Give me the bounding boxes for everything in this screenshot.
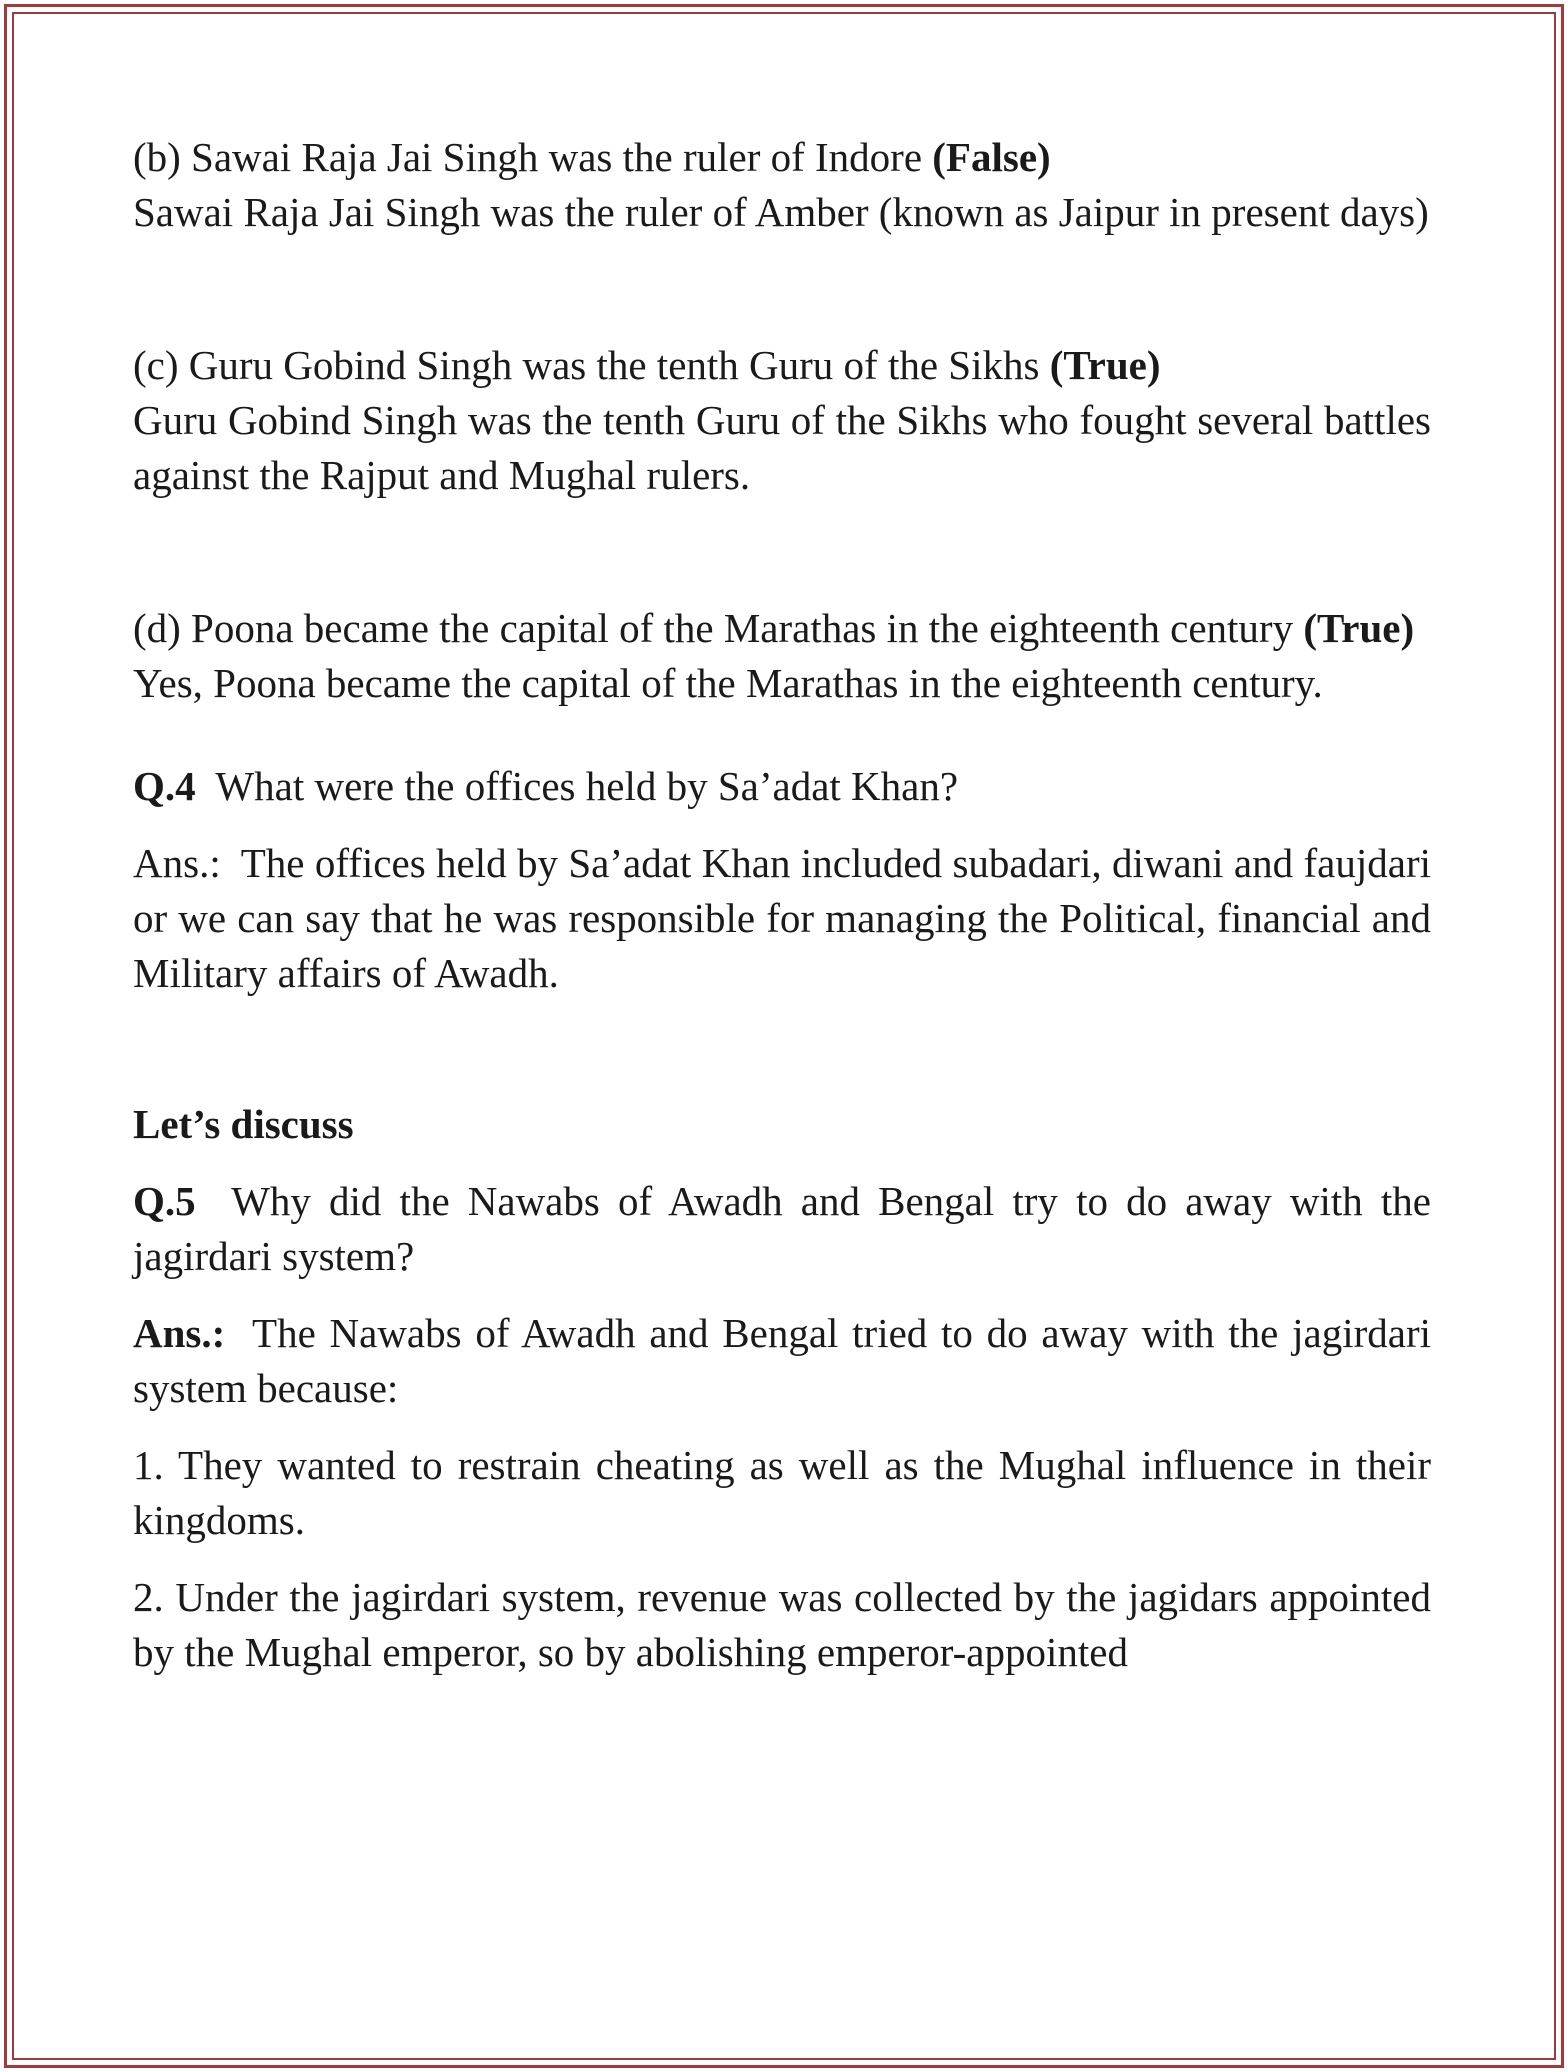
item-b-statement: (b) Sawai Raja Jai Singh was the ruler of Indore (False)	[133, 134, 1051, 180]
item-d-verdict: (True)	[1303, 605, 1415, 651]
q4-label: Q.4	[133, 763, 196, 809]
item-b-explanation: Sawai Raja Jai Singh was the ruler of Amber (known as Jaipur in present days)	[133, 189, 1429, 235]
item-d-explanation: Yes, Poona became the capital of the Marathas in the eighteenth century.	[133, 660, 1323, 706]
item-c-verdict: (True)	[1049, 342, 1161, 388]
q5-label: Q.5	[133, 1178, 196, 1224]
item-d-statement: (d) Poona became the capital of the Marathas in the eighteenth century (True)	[133, 605, 1415, 651]
q5-ans-label: Ans.:	[133, 1310, 226, 1356]
item-b-verdict: (False)	[932, 134, 1051, 180]
q4-question: Q.4 What were the offices held by Sa’adat Khan?	[133, 763, 959, 809]
q5-question: Q.5 Why did the Nawabs of Awadh and Bengal try to do away with the jagirdari system?	[133, 1178, 1431, 1279]
section-heading: Let’s discuss	[133, 1101, 354, 1147]
item-c-statement: (c) Guru Gobind Singh was the tenth Guru of the Sikhs (True)	[133, 342, 1161, 388]
q5-point-1: 1. They wanted to restrain cheating as well as the Mughal influence in their kingdoms.	[133, 1442, 1431, 1543]
q5-answer: Ans.: The Nawabs of Awadh and Bengal tried to do away with the jagirdari system because:	[133, 1310, 1431, 1411]
q5-point-2: 2. Under the jagirdari system, revenue was collected by the jagidars appointed by the Mughal emperor, so by abolishing emperor-appointed	[133, 1574, 1431, 1675]
item-c-explanation: Guru Gobind Singh was the tenth Guru of the Sikhs who fought several battles against the Rajput and Mughal rulers.	[133, 397, 1431, 498]
document-body	[133, 130, 1431, 1680]
q4-ans-label: Ans.:	[133, 840, 221, 886]
q4-answer: Ans.: The offices held by Sa’adat Khan included subadari, diwani and faujdari or we can say that he was responsible for managing the Political, financial and Military affairs of Awadh.	[133, 840, 1431, 996]
